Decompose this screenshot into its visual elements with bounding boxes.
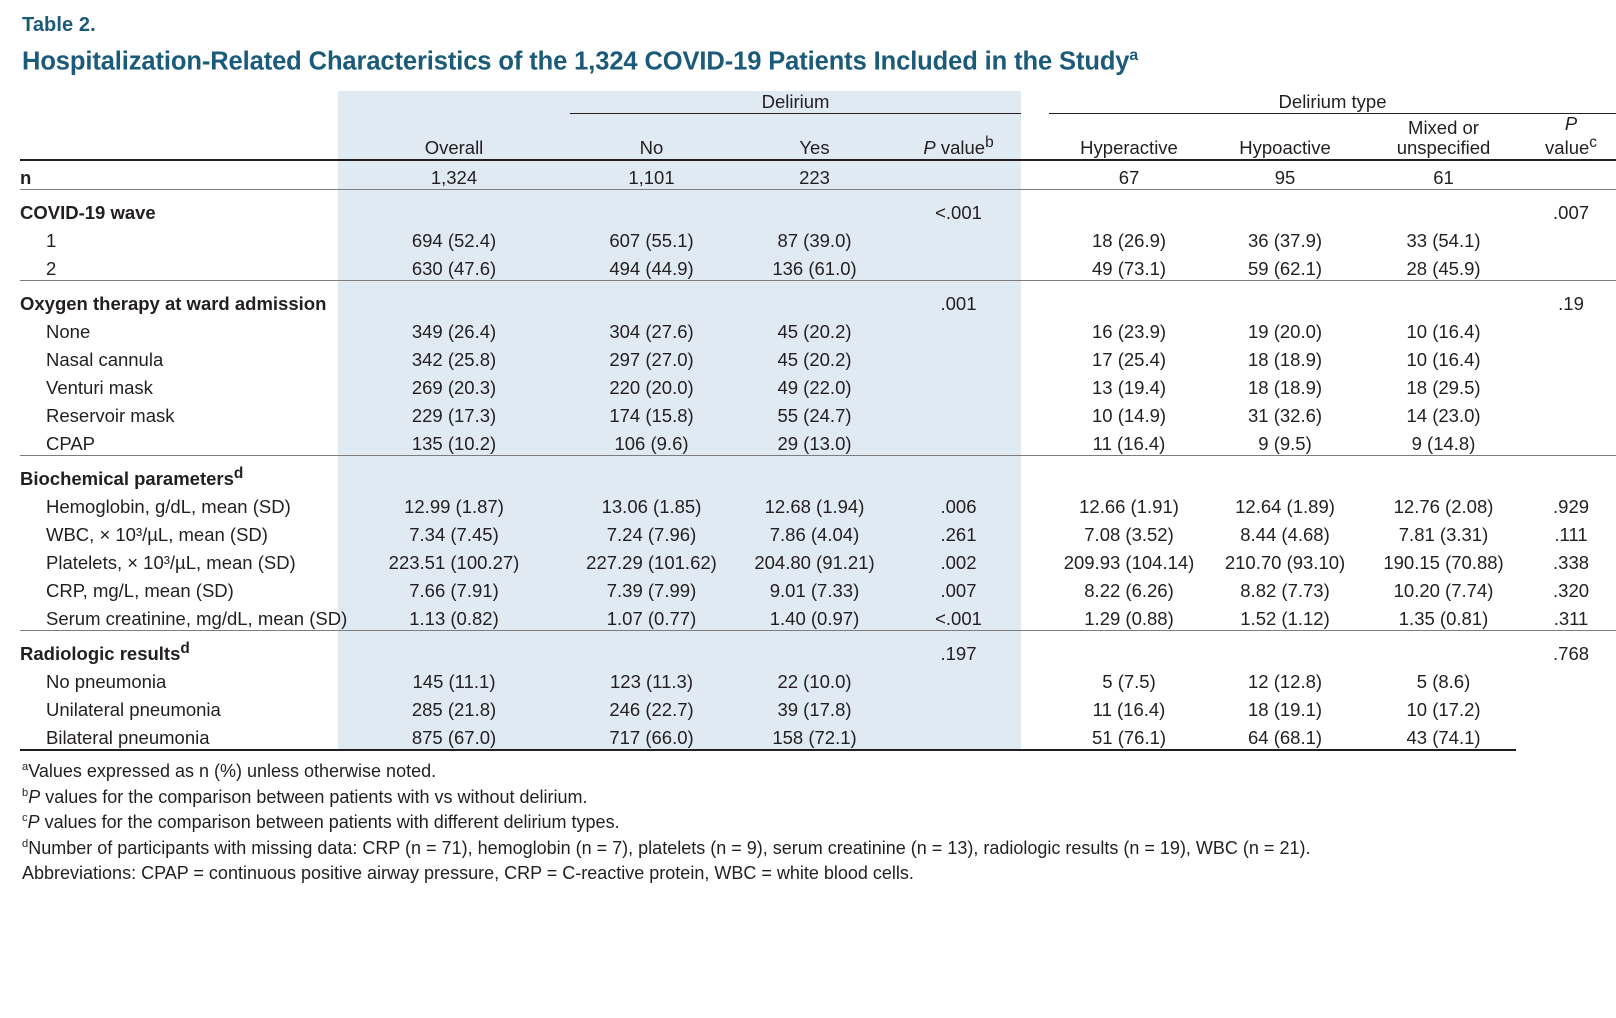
cell-p-c	[1526, 399, 1616, 427]
section-p-c	[1526, 456, 1616, 491]
cell-no: 297 (27.0)	[570, 343, 733, 371]
cell-hypo: 64 (68.1)	[1247, 727, 1323, 749]
cell-no: 304 (27.6)	[570, 315, 733, 343]
cell-p-b: .007	[896, 574, 1021, 602]
cell-mixed: 14 (23.0)	[1406, 405, 1481, 427]
section-title: Oxygen therapy at ward admission	[20, 281, 338, 316]
cell-overall: 7.66 (7.91)	[338, 574, 570, 602]
cell-hyper: 51 (76.1)	[1091, 727, 1167, 749]
table-bottom-rule	[20, 749, 1516, 751]
cell-p-c	[1526, 160, 1616, 190]
table-row	[20, 665, 1616, 693]
cell-hypo: 8.82 (7.73)	[1240, 580, 1330, 602]
cell-hypo: 210.70 (93.10)	[1224, 552, 1346, 574]
cell-overall: 269 (20.3)	[338, 371, 570, 399]
cell-overall: 630 (47.6)	[338, 252, 570, 281]
row-label: No pneumonia	[46, 671, 167, 693]
cell-overall: 145 (11.1)	[338, 665, 570, 693]
cell-no: 607 (55.1)	[570, 224, 733, 252]
footnote-d: $^d$Number of participants with missing data: CRP (n = 71), hemoglobin (n = 7), platelets (n = 9), serum creatinine (n = 13), radiologic results (n = 19), WBC (n = 21).	[22, 837, 1311, 858]
cell-p-b	[896, 371, 1021, 399]
header-delirium-type-group: Delirium type	[1049, 91, 1616, 114]
cell-hyper: 13 (19.4)	[1091, 377, 1167, 399]
data-table	[20, 91, 1616, 750]
row-label: 1	[46, 230, 57, 252]
cell-yes: 87 (39.0)	[733, 224, 896, 252]
cell-yes: 22 (10.0)	[733, 665, 896, 693]
cell-p-c: .929	[1553, 496, 1590, 518]
cell-yes: 49 (22.0)	[733, 371, 896, 399]
cell-yes: 223	[733, 160, 896, 190]
row-label: CRP, mg/L, mean (SD)	[46, 580, 234, 602]
table-row	[20, 252, 1616, 281]
cell-hyper: 209.93 (104.14)	[1063, 552, 1195, 574]
table-row	[20, 490, 1616, 518]
row-label: CPAP	[46, 433, 96, 455]
cell-hyper: 12.66 (1.91)	[1079, 496, 1179, 518]
cell-yes: 45 (20.2)	[733, 315, 896, 343]
cell-hyper: 16 (23.9)	[1091, 321, 1167, 343]
cell-no: 7.24 (7.96)	[570, 518, 733, 546]
cell-p-b: .002	[896, 546, 1021, 574]
section-header-row	[20, 281, 1616, 316]
header-no: No	[570, 113, 733, 160]
cell-no: 174 (15.8)	[570, 399, 733, 427]
cell-no: 1.07 (0.77)	[570, 602, 733, 631]
row-label: Bilateral pneumonia	[46, 727, 210, 749]
cell-hyper: 18 (26.9)	[1091, 230, 1167, 252]
cell-mixed: 10 (16.4)	[1406, 349, 1481, 371]
cell-hypo: 95	[1274, 167, 1296, 189]
cell-p-c	[1526, 315, 1616, 343]
header-mixed: Mixed or unspecified	[1361, 113, 1526, 160]
cell-hypo: 12.64 (1.89)	[1235, 496, 1335, 518]
cell-yes: 29 (13.0)	[733, 427, 896, 456]
cell-mixed: 5 (8.6)	[1416, 671, 1471, 693]
section-title: Radiologic results$^d$	[20, 631, 338, 666]
cell-overall: 694 (52.4)	[338, 224, 570, 252]
cell-yes: 55 (24.7)	[733, 399, 896, 427]
cell-mixed: 43 (74.1)	[1406, 727, 1481, 749]
cell-overall: 285 (21.8)	[338, 693, 570, 721]
cell-no: 106 (9.6)	[570, 427, 733, 456]
cell-overall: 12.99 (1.87)	[338, 490, 570, 518]
cell-no: 13.06 (1.85)	[570, 490, 733, 518]
row-label: Platelets, × 10³/µL, mean (SD)	[46, 552, 296, 574]
section-title: COVID-19 wave	[20, 190, 338, 225]
section-p-b	[896, 456, 1021, 491]
cell-mixed: 9 (14.8)	[1411, 433, 1476, 455]
cell-hypo: 9 (9.5)	[1258, 433, 1312, 455]
cell-p-c	[1526, 252, 1616, 281]
cell-overall: 342 (25.8)	[338, 343, 570, 371]
cell-overall: 349 (26.4)	[338, 315, 570, 343]
cell-hypo: 36 (37.9)	[1247, 230, 1323, 252]
cell-hypo: 31 (32.6)	[1247, 405, 1323, 427]
section-header-row	[20, 456, 1616, 491]
cell-p-c: .320	[1553, 580, 1590, 602]
cell-overall: 1.13 (0.82)	[338, 602, 570, 631]
cell-yes: 158 (72.1)	[733, 721, 896, 749]
cell-mixed: 61	[1433, 167, 1454, 189]
cell-mixed: 7.81 (3.31)	[1398, 524, 1489, 546]
cell-hyper: 67	[1118, 167, 1140, 189]
cell-p-c	[1526, 665, 1616, 693]
table-row	[20, 693, 1616, 721]
row-label: Reservoir mask	[46, 405, 175, 427]
cell-mixed: 10 (17.2)	[1406, 699, 1481, 721]
cell-hyper: 5 (7.5)	[1102, 671, 1156, 693]
cell-overall: 1,324	[338, 160, 570, 190]
cell-yes: 204.80 (91.21)	[733, 546, 896, 574]
section-p-b: .197	[896, 631, 1021, 666]
cell-no: 123 (11.3)	[570, 665, 733, 693]
table-body	[20, 160, 1616, 749]
row-label: 2	[46, 258, 57, 280]
header-group-row	[20, 91, 1616, 114]
cell-hyper: 8.22 (6.26)	[1084, 580, 1174, 602]
cell-overall: 229 (17.3)	[338, 399, 570, 427]
header-p-value-c: P value$^c$	[1526, 113, 1616, 160]
table-row	[20, 224, 1616, 252]
cell-hypo: 12 (12.8)	[1247, 671, 1323, 693]
cell-p-b	[896, 427, 1021, 456]
row-label: Hemoglobin, g/dL, mean (SD)	[46, 496, 291, 518]
section-header-row	[20, 190, 1616, 225]
footnote-b: $^b$P values for the comparison between patients with vs without delirium.	[22, 786, 588, 807]
table-row	[20, 721, 1616, 749]
row-label: Venturi mask	[46, 377, 153, 399]
cell-no: 220 (20.0)	[570, 371, 733, 399]
cell-hyper: 11 (16.4)	[1092, 433, 1166, 455]
cell-mixed: 190.15 (70.88)	[1383, 552, 1504, 574]
cell-hyper: 49 (73.1)	[1091, 258, 1167, 280]
cell-hyper: 7.08 (3.52)	[1084, 524, 1174, 546]
cell-yes: 12.68 (1.94)	[733, 490, 896, 518]
row-label: n	[20, 167, 32, 189]
table-row	[20, 427, 1616, 456]
row-label: Nasal cannula	[46, 349, 164, 371]
cell-overall: 223.51 (100.27)	[338, 546, 570, 574]
header-p-value-b: P value$^b$	[896, 113, 1021, 160]
section-title: Biochemical parameters$^d$	[20, 456, 338, 491]
table-row	[20, 399, 1616, 427]
footnote-abbreviations: Abbreviations: CPAP = continuous positive airway pressure, CRP = C-reactive protein, WBC = white blood cells.	[22, 863, 914, 884]
cell-mixed: 1.35 (0.81)	[1398, 608, 1489, 630]
cell-no: 227.29 (101.62)	[570, 546, 733, 574]
cell-hyper: 17 (25.4)	[1091, 349, 1167, 371]
cell-yes: 9.01 (7.33)	[733, 574, 896, 602]
row-label: WBC, × 10³/µL, mean (SD)	[46, 524, 268, 546]
cell-p-c	[1526, 224, 1616, 252]
cell-p-b	[896, 160, 1021, 190]
cell-no: 7.39 (7.99)	[570, 574, 733, 602]
section-p-b: <.001	[896, 190, 1021, 225]
cell-mixed: 10 (16.4)	[1406, 321, 1481, 343]
cell-p-c	[1526, 343, 1616, 371]
cell-overall: 135 (10.2)	[338, 427, 570, 456]
header-delirium-group: Delirium	[570, 91, 1021, 114]
cell-hypo: 19 (20.0)	[1247, 321, 1323, 343]
table-row	[20, 315, 1616, 343]
table-row-n	[20, 160, 1616, 190]
cell-mixed: 18 (29.5)	[1406, 377, 1481, 399]
cell-hypo: 18 (18.9)	[1247, 349, 1323, 371]
cell-no: 717 (66.0)	[570, 721, 733, 749]
section-p-b: .001	[896, 281, 1021, 316]
cell-p-c: .111	[1554, 524, 1588, 546]
header-cols-row	[20, 113, 1616, 160]
cell-hypo: 8.44 (4.68)	[1240, 524, 1330, 546]
row-label: None	[46, 321, 91, 343]
cell-hypo: 18 (19.1)	[1247, 699, 1323, 721]
cell-yes: 7.86 (4.04)	[733, 518, 896, 546]
cell-p-c: .338	[1553, 552, 1590, 574]
cell-no: 246 (22.7)	[570, 693, 733, 721]
cell-hypo: 18 (18.9)	[1247, 377, 1323, 399]
cell-p-c	[1526, 721, 1616, 749]
table-row	[20, 546, 1616, 574]
cell-p-b: .006	[896, 490, 1021, 518]
cell-no: 1,101	[570, 160, 733, 190]
section-header-row	[20, 631, 1616, 666]
table-row	[20, 574, 1616, 602]
section-p-c: .768	[1526, 631, 1616, 666]
cell-mixed: 33 (54.1)	[1406, 230, 1481, 252]
cell-p-b: .261	[896, 518, 1021, 546]
table-header	[20, 91, 1616, 161]
cell-p-c	[1526, 427, 1616, 456]
cell-p-c	[1526, 371, 1616, 399]
cell-hyper: 1.29 (0.88)	[1084, 608, 1174, 630]
cell-mixed: 12.76 (2.08)	[1393, 496, 1494, 518]
cell-p-b	[896, 224, 1021, 252]
header-hyperactive: Hyperactive	[1049, 113, 1209, 160]
footnote-a: $^a$Values expressed as n (%) unless otherwise noted.	[22, 761, 437, 782]
cell-p-c	[1526, 693, 1616, 721]
cell-yes: 39 (17.8)	[733, 693, 896, 721]
table-row	[20, 602, 1616, 631]
cell-no: 494 (44.9)	[570, 252, 733, 281]
table-row	[20, 343, 1616, 371]
cell-p-b	[896, 693, 1021, 721]
cell-mixed: 28 (45.9)	[1406, 258, 1481, 280]
cell-p-b	[896, 399, 1021, 427]
section-p-c: .007	[1526, 190, 1616, 225]
page-title: Hospitalization-Related Characteristics of the 1,324 COVID-19 Patients Included in the Study$^a$	[22, 47, 1139, 76]
table-row	[20, 518, 1616, 546]
cell-hyper: 10 (14.9)	[1091, 405, 1167, 427]
cell-p-c: .311	[1553, 608, 1589, 630]
cell-p-b	[896, 315, 1021, 343]
cell-p-b	[896, 665, 1021, 693]
cell-hypo: 59 (62.1)	[1247, 258, 1323, 280]
cell-mixed: 10.20 (7.74)	[1393, 580, 1494, 602]
cell-hyper: 11 (16.4)	[1092, 699, 1166, 721]
row-label: Serum creatinine, mg/dL, mean (SD)	[46, 608, 348, 630]
cell-p-b	[896, 721, 1021, 749]
header-overall: Overall	[338, 113, 570, 160]
cell-yes: 1.40 (0.97)	[733, 602, 896, 631]
cell-p-b	[896, 252, 1021, 281]
footnotes	[22, 759, 1516, 887]
footnote-c: $^c$P values for the comparison between patients with different delirium types.	[22, 812, 620, 833]
row-label: Unilateral pneumonia	[46, 699, 221, 721]
cell-overall: 7.34 (7.45)	[338, 518, 570, 546]
section-p-c: .19	[1526, 281, 1616, 316]
cell-p-b: <.001	[896, 602, 1021, 631]
cell-p-b	[896, 343, 1021, 371]
cell-overall: 875 (67.0)	[338, 721, 570, 749]
table-label: Table 2.	[22, 14, 96, 36]
header-hypoactive: Hypoactive	[1209, 113, 1361, 160]
cell-yes: 136 (61.0)	[733, 252, 896, 281]
cell-hypo: 1.52 (1.12)	[1240, 608, 1330, 630]
table-row	[20, 371, 1616, 399]
header-yes: Yes	[733, 113, 896, 160]
cell-yes: 45 (20.2)	[733, 343, 896, 371]
